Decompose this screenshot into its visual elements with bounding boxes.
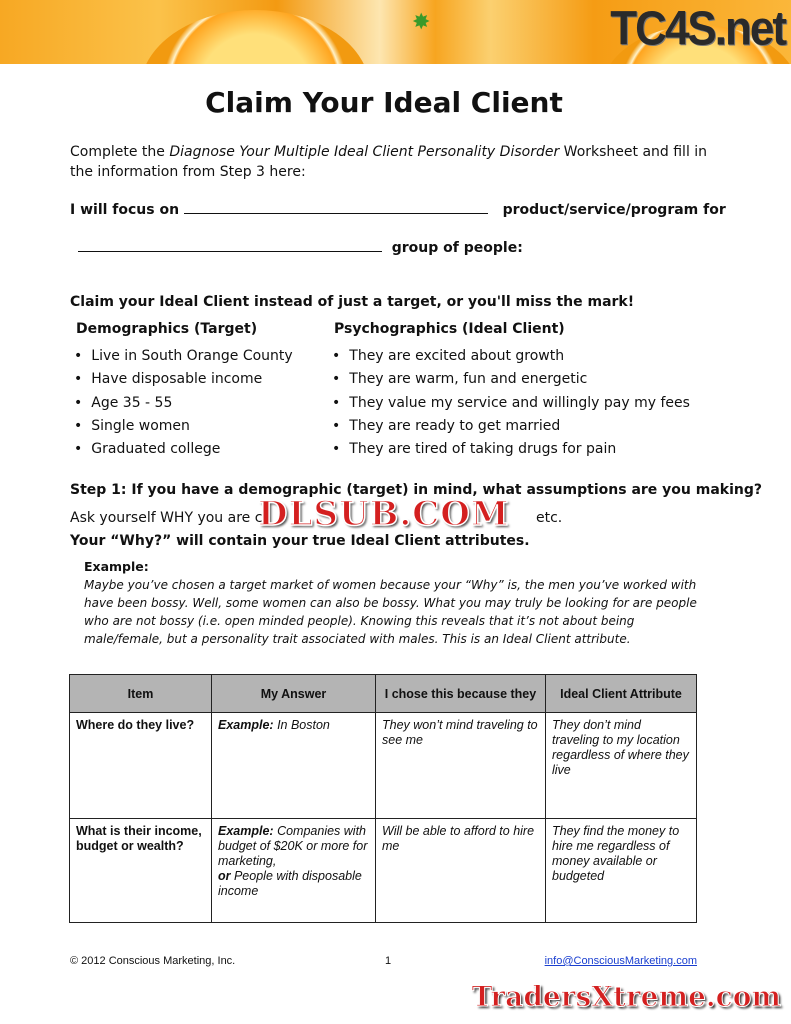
- list-item: • Single women: [70, 415, 293, 438]
- psychographics-heading: Psychographics (Ideal Client): [334, 321, 565, 337]
- cell-answer[interactable]: Example: In Boston: [212, 713, 376, 819]
- list-item: • Live in South Orange County: [70, 345, 293, 368]
- cell-because[interactable]: They won’t mind traveling to see me: [376, 713, 546, 819]
- footer-copyright: © 2012 Conscious Marketing, Inc.: [70, 955, 236, 967]
- ask-line-start: Ask yourself WHY you are ch: [70, 510, 272, 526]
- orange-leaf-icon: ✸: [412, 10, 431, 35]
- cell-item: What is their income, budget or wealth?: [70, 819, 212, 923]
- list-item: • Have disposable income: [70, 368, 293, 391]
- group-blank[interactable]: [78, 238, 382, 252]
- demographics: [76, 319, 293, 461]
- list-item: • They are tired of taking drugs for pain: [328, 438, 690, 461]
- focus-line-1: I will focus on product/service/program for: [70, 202, 726, 218]
- watermark: DLSUB.COM: [258, 494, 510, 534]
- col-header: My Answer: [212, 675, 376, 713]
- demographics-heading: Demographics (Target): [76, 321, 258, 337]
- list-item: • They value my service and willingly pay my fees: [328, 392, 690, 415]
- col-header: Ideal Client Attribute: [546, 675, 697, 713]
- cell-because[interactable]: Will be able to afford to hire me: [376, 819, 546, 923]
- list-item: • They are excited about growth: [328, 345, 690, 368]
- col-header: I chose this because they: [376, 675, 546, 713]
- col-header: Item: [70, 675, 212, 713]
- focus-line-2: group of people:: [78, 238, 523, 258]
- cell-attribute[interactable]: They find the money to hire me regardless of money available or budgeted: [546, 819, 697, 923]
- list-item: • Age 35 - 55: [70, 392, 293, 415]
- cell-item: Where do they live?: [70, 713, 212, 819]
- page-title: Claim Your Ideal Client: [205, 86, 563, 119]
- psychographics: [334, 319, 690, 461]
- table-row: [70, 713, 697, 819]
- logo: TC4S.net: [610, 1, 785, 56]
- worksheet-table: [69, 674, 697, 923]
- claim-heading: Claim your Ideal Client instead of just a target, or you'll miss the mark!: [70, 294, 635, 310]
- cell-attribute[interactable]: They don’t mind traveling to my location regardless of where they live: [546, 713, 697, 819]
- example-label: Example:: [84, 559, 149, 574]
- table-row: [70, 819, 697, 923]
- list-item: • They are warm, fun and energetic: [328, 368, 690, 391]
- example-text: Maybe you’ve chosen a target market of women because your “Why” is, the men you’ve worked with have been bossy. Well, some women can also be bossy. What you may truly be looking for are people who are not bossy (i.e. open minded people). Knowing this reveals that it’s not about being male/female, but a personality trait associated with males. This is an Ideal Client attribute.: [84, 578, 697, 646]
- page-number: 1: [385, 955, 392, 967]
- list-item: • Graduated college: [70, 438, 293, 461]
- step1-heading: Step 1: If you have a demographic (target) in mind, what assumptions are you making?: [70, 482, 763, 498]
- email-link[interactable]: info@ConsciousMarketing.com: [544, 955, 697, 967]
- example-block: [84, 558, 704, 648]
- header-banner: [0, 0, 791, 64]
- list-item: • They are ready to get married: [328, 415, 690, 438]
- ask-line-end: etc.: [536, 510, 563, 526]
- why-line: Your “Why?” will contain your true Ideal Client attributes.: [70, 533, 530, 549]
- product-blank[interactable]: [184, 200, 488, 214]
- watermark-bottom: TradersXtreme.com: [471, 980, 781, 1013]
- intro: Complete the Diagnose Your Multiple Ideal Client Personality Disorder Worksheet and fill in the information from Step 3 here:: [70, 144, 708, 180]
- cell-answer[interactable]: Example: Companies with budget of $20K or more for marketing, or People with disposable income: [212, 819, 376, 923]
